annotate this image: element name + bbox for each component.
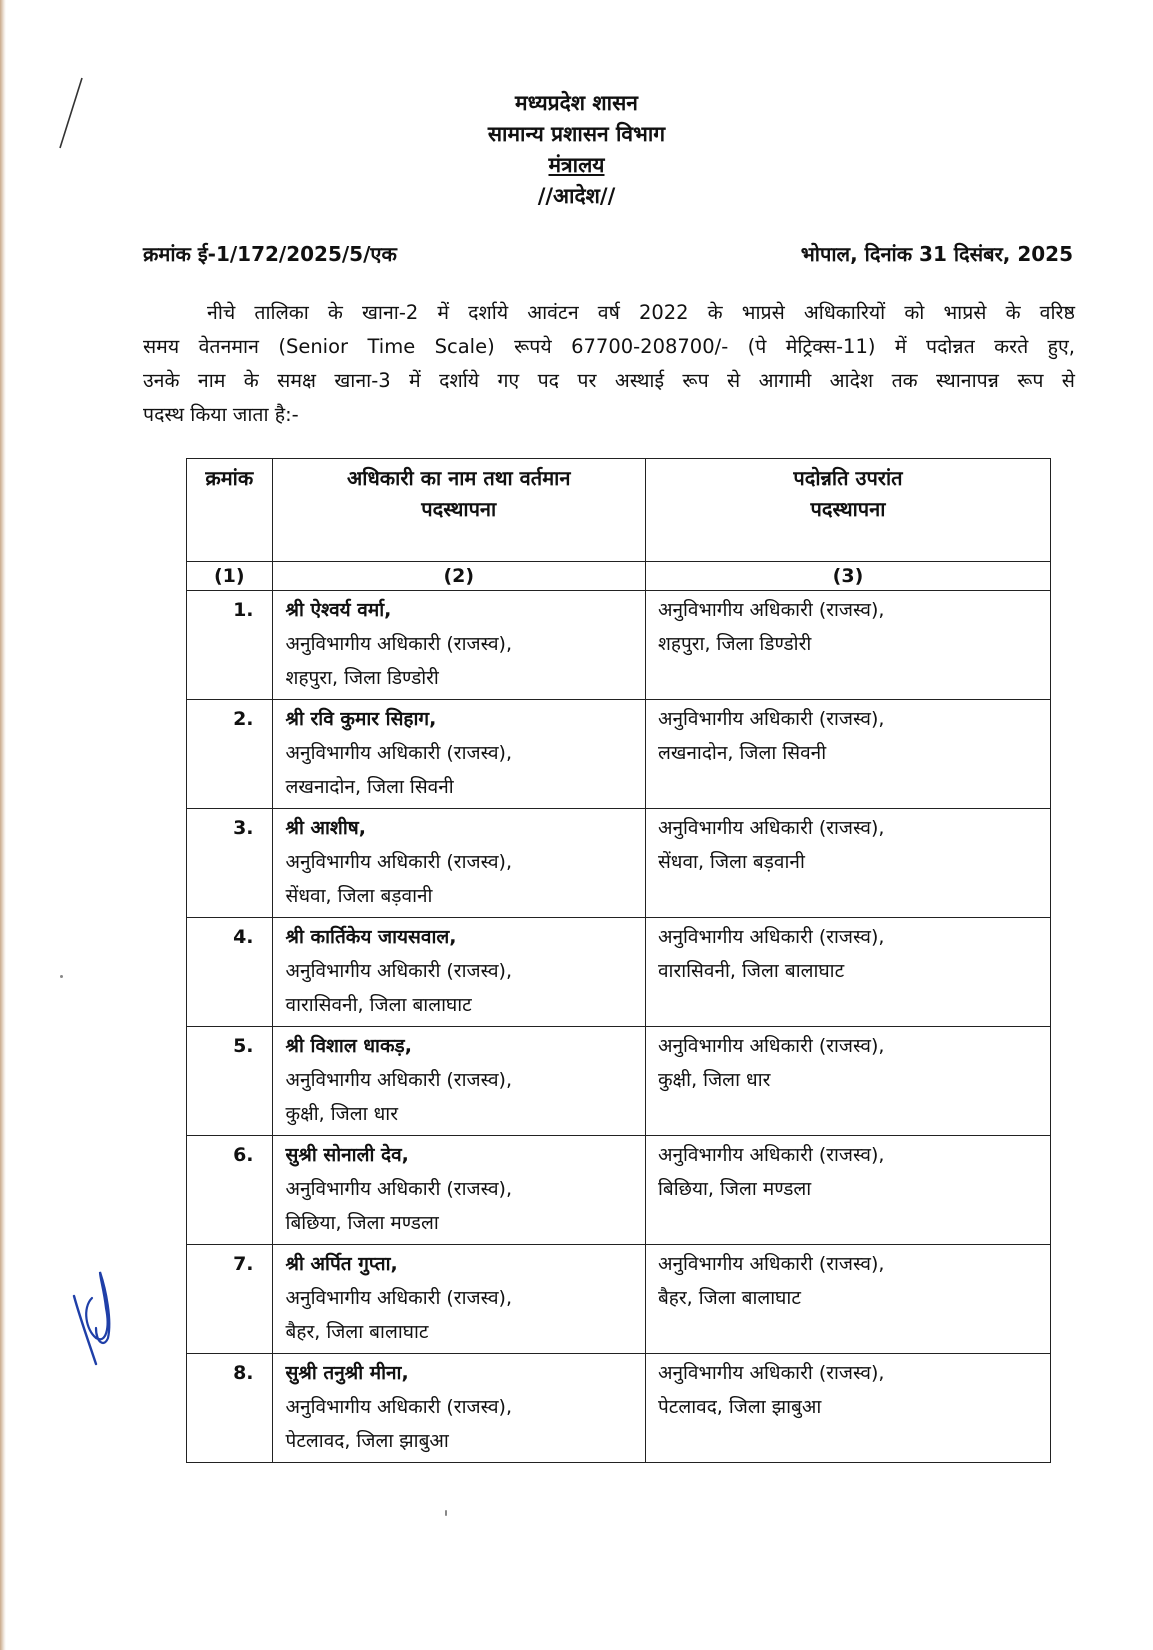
new-place: बैहर, जिला बालाघाट bbox=[657, 1287, 801, 1309]
header-officer-current-posting bbox=[272, 459, 645, 562]
current-post: अनुविभागीय अधिकारी (राजस्व), bbox=[285, 1069, 513, 1091]
handwritten-initials-signature bbox=[66, 1268, 126, 1368]
current-place: पेटलावद, जिला झाबुआ bbox=[285, 1430, 449, 1452]
current-place: वारासिवनी, जिला बालाघाट bbox=[285, 994, 472, 1016]
current-post: अनुविभागीय अधिकारी (राजस्व), bbox=[285, 1178, 513, 1200]
body-line: उनके नाम के समक्ष खाना-3 में दर्शाये गए पद पर अस्थाई रूप से आगामी आदेश तक स्थानापन्न रूप से bbox=[143, 369, 1075, 392]
table-row bbox=[187, 700, 1051, 809]
current-post: अनुविभागीय अधिकारी (राजस्व), bbox=[285, 1396, 513, 1418]
table-row bbox=[187, 809, 1051, 918]
header-serial: क्रमांक bbox=[187, 459, 273, 562]
new-post: अनुविभागीय अधिकारी (राजस्व), bbox=[657, 1362, 885, 1384]
new-post: अनुविभागीय अधिकारी (राजस्व), bbox=[657, 926, 885, 948]
current-post: अनुविभागीय अधिकारी (राजस्व), bbox=[285, 1287, 513, 1309]
officer-name: श्री अर्पित गुप्ता, bbox=[285, 1253, 398, 1275]
header-text: अधिकारी का नाम तथा वर्तमान bbox=[347, 466, 571, 490]
table-row bbox=[187, 1136, 1051, 1245]
column-number: (1) bbox=[187, 562, 273, 591]
table-row bbox=[187, 591, 1051, 700]
new-posting bbox=[645, 918, 1050, 1027]
current-place: सेंधवा, जिला बड़वानी bbox=[285, 885, 433, 907]
header-text: पदस्थापना bbox=[810, 497, 886, 521]
serial-number: 8. bbox=[187, 1354, 273, 1463]
government-name: मध्यप्रदेश शासन bbox=[515, 91, 638, 115]
current-place: बैहर, जिला बालाघाट bbox=[285, 1321, 429, 1343]
officer-current-posting bbox=[272, 591, 645, 700]
officer-name: श्री आशीष, bbox=[285, 817, 366, 839]
order-reference-row bbox=[143, 240, 1073, 270]
scanned-page-edge bbox=[0, 0, 6, 1650]
table-row bbox=[187, 1245, 1051, 1354]
table-row bbox=[187, 918, 1051, 1027]
officer-name: सुश्री तनुश्री मीना, bbox=[285, 1362, 409, 1384]
new-posting bbox=[645, 591, 1050, 700]
officer-current-posting bbox=[272, 1245, 645, 1354]
column-number: (3) bbox=[645, 562, 1050, 591]
header-text: पदस्थापना bbox=[421, 497, 497, 521]
current-place: लखनादोन, जिला सिवनी bbox=[285, 776, 454, 798]
new-posting bbox=[645, 1136, 1050, 1245]
new-post: अनुविभागीय अधिकारी (राजस्व), bbox=[657, 1144, 885, 1166]
body-line: नीचे तालिका के खाना-2 में दर्शाये आवंटन वर्ष 2022 के भाप्रसे अधिकारियों को भाप्रसे के वरिष्ठ bbox=[207, 301, 1075, 324]
serial-number: 6. bbox=[187, 1136, 273, 1245]
officer-current-posting bbox=[272, 918, 645, 1027]
new-place: कुक्षी, जिला धार bbox=[657, 1069, 771, 1091]
current-post: अनुविभागीय अधिकारी (राजस्व), bbox=[285, 742, 513, 764]
order-number: क्रमांक ई-1/172/2025/5/एक bbox=[143, 242, 397, 266]
officer-name: श्री रवि कुमार सिहाग, bbox=[285, 708, 437, 730]
body-line: पदस्थ किया जाता है:- bbox=[143, 403, 299, 426]
officer-current-posting bbox=[272, 1354, 645, 1463]
header-post-promotion-posting bbox=[645, 459, 1050, 562]
ministry-label: मंत्रालय bbox=[548, 153, 605, 177]
current-post: अनुविभागीय अधिकारी (राजस्व), bbox=[285, 633, 513, 655]
officer-current-posting bbox=[272, 809, 645, 918]
table-row bbox=[187, 1027, 1051, 1136]
new-posting bbox=[645, 700, 1050, 809]
serial-number: 2. bbox=[187, 700, 273, 809]
new-post: अनुविभागीय अधिकारी (राजस्व), bbox=[657, 599, 885, 621]
officer-name: सुश्री सोनाली देव, bbox=[285, 1144, 409, 1166]
table-header-row bbox=[187, 459, 1051, 562]
serial-number: 1. bbox=[187, 591, 273, 700]
current-place: कुक्षी, जिला धार bbox=[285, 1103, 398, 1125]
table-body bbox=[187, 591, 1051, 1463]
officer-current-posting bbox=[272, 700, 645, 809]
new-posting bbox=[645, 1027, 1050, 1136]
scan-speck bbox=[60, 975, 63, 978]
order-place-date: भोपाल, दिनांक 31 दिसंबर, 2025 bbox=[800, 242, 1073, 266]
current-post: अनुविभागीय अधिकारी (राजस्व), bbox=[285, 851, 513, 873]
officer-name: श्री ऐश्वर्य वर्मा, bbox=[285, 599, 392, 621]
new-place: पेटलावद, जिला झाबुआ bbox=[657, 1396, 822, 1418]
officer-current-posting bbox=[272, 1136, 645, 1245]
new-post: अनुविभागीय अधिकारी (राजस्व), bbox=[657, 708, 885, 730]
current-place: शहपुरा, जिला डिण्डोरी bbox=[285, 667, 439, 689]
column-number: (2) bbox=[272, 562, 645, 591]
serial-number: 3. bbox=[187, 809, 273, 918]
serial-number: 4. bbox=[187, 918, 273, 1027]
column-number-row bbox=[187, 562, 1051, 591]
order-body-paragraph bbox=[143, 296, 1075, 432]
table-row bbox=[187, 1354, 1051, 1463]
scan-speck bbox=[445, 1510, 447, 1516]
officer-current-posting bbox=[272, 1027, 645, 1136]
new-posting bbox=[645, 1245, 1050, 1354]
officer-name: श्री विशाल धाकड़, bbox=[285, 1035, 412, 1057]
document-header bbox=[0, 88, 1153, 212]
new-place: शहपुरा, जिला डिण्डोरी bbox=[657, 633, 812, 655]
header-text: पदोन्नति उपरांत bbox=[793, 466, 903, 490]
new-post: अनुविभागीय अधिकारी (राजस्व), bbox=[657, 1035, 885, 1057]
officer-name: श्री कार्तिकेय जायसवाल, bbox=[285, 926, 457, 948]
new-place: बिछिया, जिला मण्डला bbox=[657, 1178, 812, 1200]
serial-number: 7. bbox=[187, 1245, 273, 1354]
new-post: अनुविभागीय अधिकारी (राजस्व), bbox=[657, 817, 885, 839]
postings-table bbox=[186, 458, 1051, 1463]
new-place: सेंधवा, जिला बड़वानी bbox=[657, 851, 805, 873]
body-line: समय वेतनमान (Senior Time Scale) रूपये 67700-208700/- (पे मेट्रिक्स-11) में पदोन्नत करते हुए, bbox=[143, 335, 1075, 358]
current-place: बिछिया, जिला मण्डला bbox=[285, 1212, 439, 1234]
new-place: वारासिवनी, जिला बालाघाट bbox=[657, 960, 845, 982]
current-post: अनुविभागीय अधिकारी (राजस्व), bbox=[285, 960, 513, 982]
order-title: //आदेश// bbox=[537, 184, 616, 208]
new-posting bbox=[645, 1354, 1050, 1463]
serial-number: 5. bbox=[187, 1027, 273, 1136]
department-name: सामान्य प्रशासन विभाग bbox=[487, 122, 666, 146]
new-place: लखनादोन, जिला सिवनी bbox=[657, 742, 827, 764]
new-posting bbox=[645, 809, 1050, 918]
new-post: अनुविभागीय अधिकारी (राजस्व), bbox=[657, 1253, 885, 1275]
